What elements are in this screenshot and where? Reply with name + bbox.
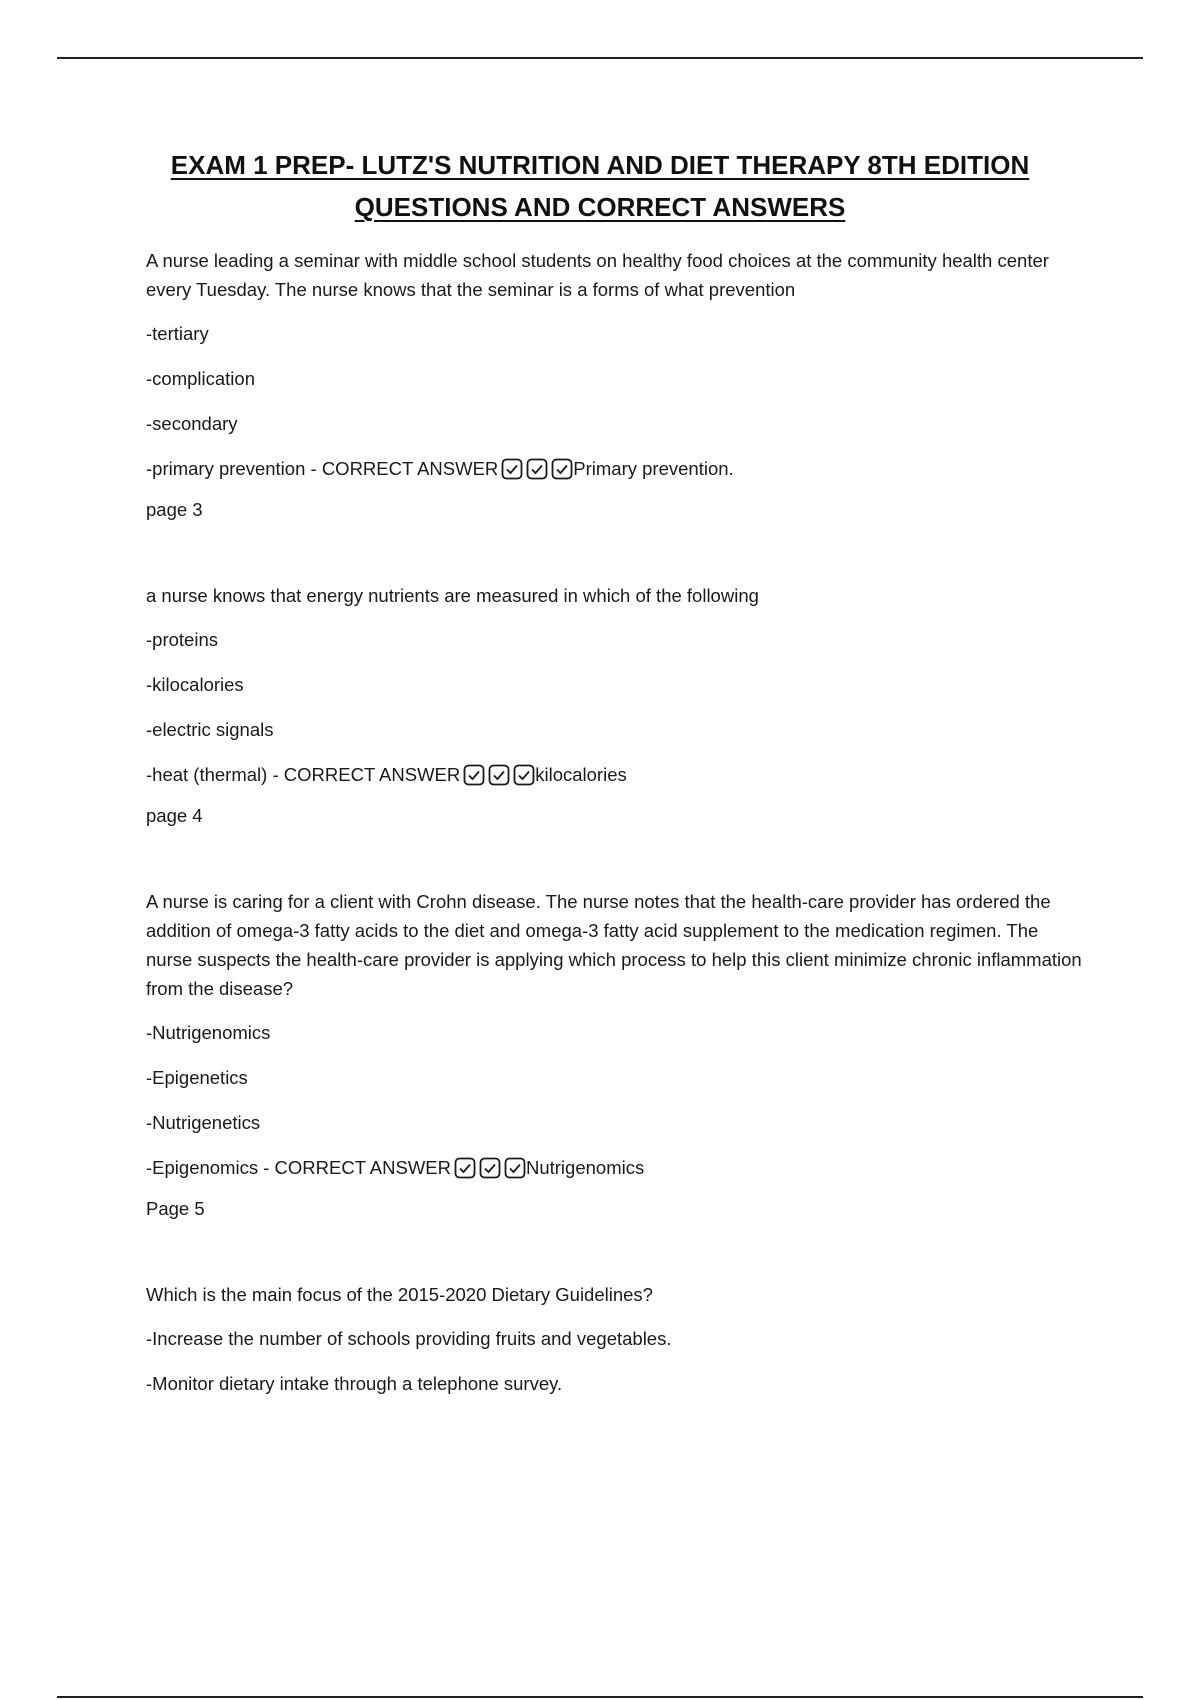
- checkbox-check-icon: [501, 458, 523, 480]
- answer-line: [146, 454, 1086, 483]
- page-reference: page 3: [146, 499, 203, 520]
- last-option: -heat (thermal): [146, 764, 268, 785]
- question-1: [146, 246, 1086, 524]
- correct-answer-label: - CORRECT ANSWER: [305, 458, 499, 479]
- question-3: [146, 887, 1086, 1223]
- checkbox-check-icon: [488, 764, 510, 786]
- option-item: -tertiary: [146, 323, 209, 344]
- title-line-1: EXAM 1 PREP- LUTZ'S NUTRITION AND DIET THERAPY 8TH EDITION: [170, 150, 1030, 180]
- checkbox-check-icon: [479, 1157, 501, 1179]
- checkbox-check-icon: [526, 458, 548, 480]
- checkbox-check-icon: [551, 458, 573, 480]
- option-item: -Increase the number of schools providing fruits and vegetables.: [146, 1328, 672, 1349]
- correct-answer-label: - CORRECT ANSWER: [258, 1157, 451, 1178]
- last-option: -Epigenomics: [146, 1157, 259, 1178]
- correct-answer: Primary prevention.: [573, 458, 734, 479]
- top-rule: [57, 57, 1143, 59]
- option-item: -Monitor dietary intake through a telephone survey.: [146, 1373, 563, 1394]
- option-item: -electric signals: [146, 719, 274, 740]
- title-line-2: QUESTIONS AND CORRECT ANSWERS: [354, 192, 846, 222]
- question-text: Which is the main focus of the 2015-2020 Dietary Guidelines?: [146, 1284, 653, 1305]
- checkbox-check-icon: [504, 1157, 526, 1179]
- question-text: A nurse is caring for a client with Crohn disease. The nurse notes that the health-care provider has ordered the addition of omega-3 fatty acids to the diet and omega-3 fatty acid supplement to the medication regimen. The nurse suspects the health-care provider is applying which process to help this client minimize chronic inflammation from the disease?: [146, 891, 1082, 999]
- checkbox-check-icon: [463, 764, 485, 786]
- checkbox-check-icon: [513, 764, 535, 786]
- option-item: -complication: [146, 368, 255, 389]
- answer-line: [146, 1153, 1086, 1182]
- option-item: -kilocalories: [146, 674, 244, 695]
- question-4: [146, 1280, 1086, 1398]
- question-text: A nurse leading a seminar with middle school students on healthy food choices at the community health center every Tuesday. The nurse knows that the seminar is a forms of what prevention: [146, 250, 1049, 300]
- correct-answer-label: - CORRECT ANSWER: [267, 764, 461, 785]
- question-2: [146, 581, 1086, 830]
- question-text: a nurse knows that energy nutrients are measured in which of the following: [146, 585, 759, 606]
- checkbox-check-icon: [454, 1157, 476, 1179]
- option-item: -Nutrigenomics: [146, 1022, 271, 1043]
- bottom-rule: [57, 1696, 1143, 1698]
- answer-line: [146, 760, 1086, 789]
- page-reference: page 4: [146, 805, 203, 826]
- option-item: -proteins: [146, 629, 218, 650]
- page-reference: Page 5: [146, 1198, 205, 1219]
- option-item: -Nutrigenetics: [146, 1112, 261, 1133]
- questions-list: [146, 246, 1086, 1414]
- correct-answer: kilocalories: [535, 764, 627, 785]
- last-option: -primary prevention: [146, 458, 306, 479]
- document-title: [100, 144, 1100, 228]
- correct-answer: Nutrigenomics: [525, 1157, 645, 1178]
- option-item: -Epigenetics: [146, 1067, 248, 1088]
- option-item: -secondary: [146, 413, 238, 434]
